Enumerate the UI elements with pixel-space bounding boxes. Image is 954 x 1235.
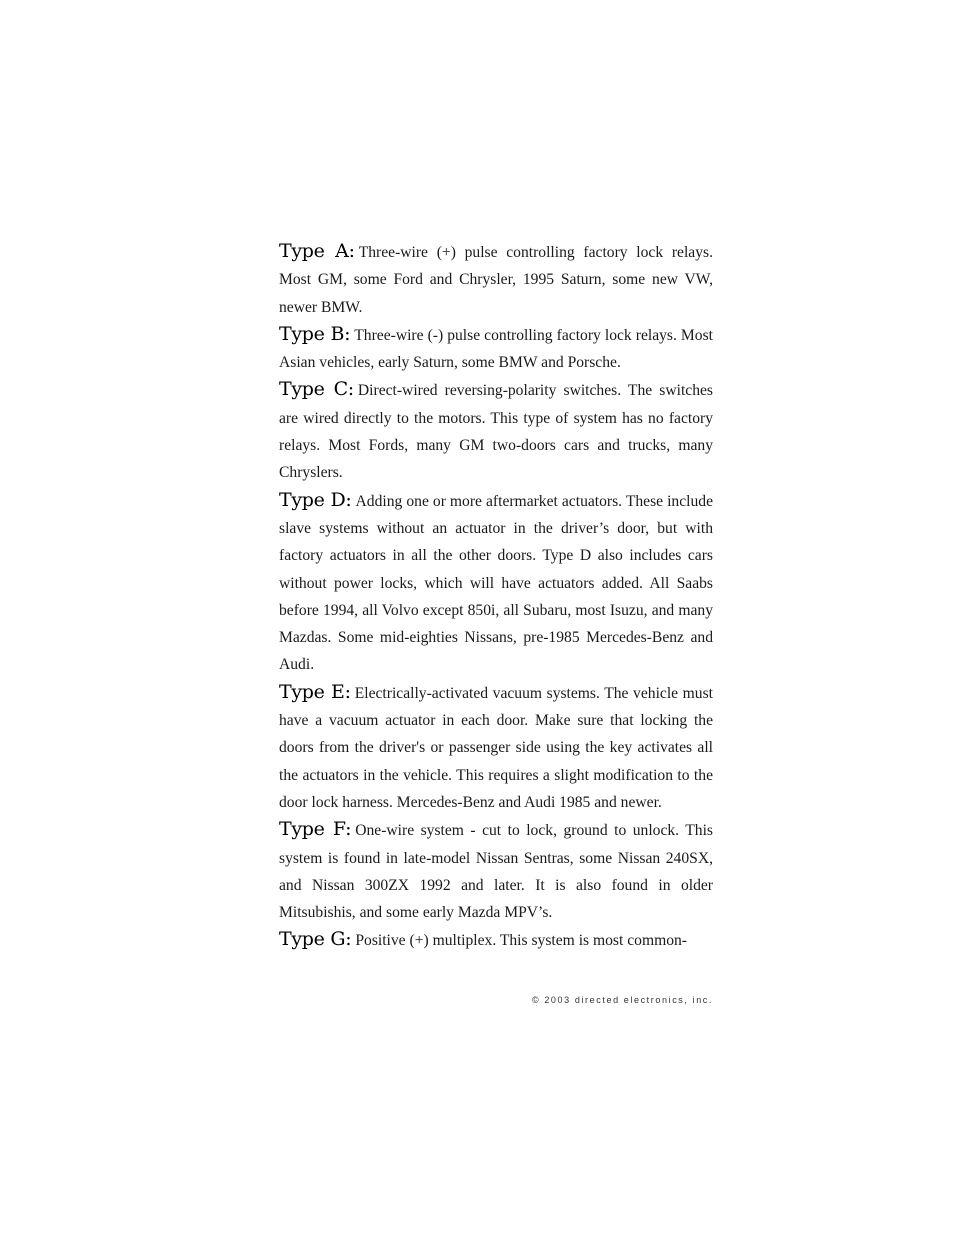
lock-type-entry-c — [279, 376, 713, 486]
lock-type-entry-d — [279, 487, 713, 679]
entry-description: Three-wire (-) pulse controlling factory lock relays. Most Asian vehicles, early Saturn, some BMW and Porsche. — [279, 326, 714, 372]
entry-heading: Type F: — [279, 818, 352, 841]
entry-description: Adding one or more aftermarket actuators. These include slave systems without an actuator in the driver’s door, but with factory actuators in all the other doors. Type D also includes cars without power locks, which will have actuators added. All Saabs before 1994, all Volvo except 850i, all Subaru, most Isuzu, and many Mazdas. Some mid-eighties Nissans, pre-1985 Mercedes-Benz and Audi. — [279, 492, 713, 674]
entry-description: Three-wire (+) pulse controlling factory lock relays. Most GM, some Ford and Chrysler, 1995 Saturn, some new VW, newer BMW. — [279, 244, 713, 316]
entry-heading: Type B: — [279, 322, 351, 345]
entry-heading: Type G: — [279, 928, 352, 951]
lock-type-entry-a — [279, 238, 713, 321]
lock-type-entry-b — [279, 321, 713, 377]
entry-heading: Type E: — [279, 680, 351, 703]
entry-heading: Type C: — [279, 378, 354, 401]
lock-type-entry-e — [279, 679, 713, 816]
entry-heading: Type A: — [279, 240, 355, 262]
lock-type-list — [279, 238, 713, 955]
lock-type-entry-g — [279, 926, 713, 954]
entry-description: Positive (+) multiplex. This system is most common- — [355, 932, 687, 950]
entry-description: Electrically-activated vacuum systems. The vehicle must have a vacuum actuator in each door. Make sure that locking the doors from the driver's or passenger side using the key activates all the actuators in the vehicle. This requires a slight modification to the door lock harness. Mercedes-Benz and Audi 1985 and newer. — [279, 684, 714, 811]
entry-description: Direct-wired reversing-polarity switches. The switches are wired directly to the motors. This type of system has no factory relays. Most Fords, many GM two-doors cars and trucks, many Chryslers. — [279, 382, 713, 482]
entry-heading: Type D: — [279, 488, 352, 511]
copyright-footer: © 2003 directed electronics, inc. — [532, 995, 713, 1005]
lock-type-entry-f — [279, 816, 713, 926]
entry-description: One-wire system - cut to lock, ground to unlock. This system is found in late-model Nissan Sentras, some Nissan 240SX, and Nissan 300ZX 1992 and later. It is also found in older Mitsubishis, and some early Mazda MPV’s. — [279, 822, 713, 922]
